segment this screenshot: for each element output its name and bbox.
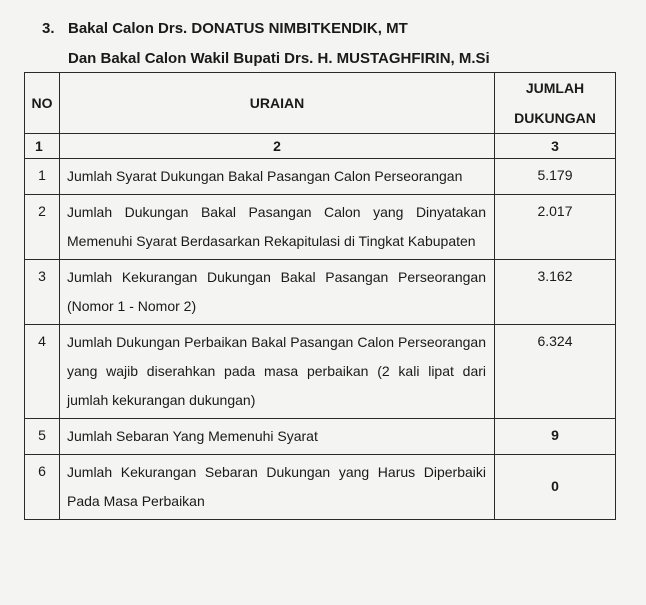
table-row	[25, 195, 616, 260]
support-table	[24, 72, 616, 520]
row-description: Jumlah Kekurangan Sebaran Dukungan yang Harus Diperbaiki Pada Masa Perbaikan	[60, 455, 495, 520]
table-row	[25, 260, 616, 325]
table-row	[25, 455, 616, 520]
row-value: 6.324	[495, 325, 616, 419]
row-number: 2	[25, 195, 60, 260]
heading-line-2: Dan Bakal Calon Wakil Bupati Drs. H. MUSTAGHFIRIN, M.Si	[68, 50, 490, 67]
row-number: 4	[25, 325, 60, 419]
row-value: 3.162	[495, 260, 616, 325]
row-number: 6	[25, 455, 60, 520]
index-cell: 2	[60, 134, 495, 159]
row-number: 1	[25, 159, 60, 195]
header-jumlah-line2: DUKUNGAN	[514, 110, 596, 126]
row-value: 5.179	[495, 159, 616, 195]
row-description: Jumlah Syarat Dukungan Bakal Pasangan Calon Perseorangan	[60, 159, 495, 195]
row-value: 0	[495, 455, 616, 520]
row-value: 9	[495, 419, 616, 455]
column-index-row	[25, 134, 616, 159]
row-number: 3	[25, 260, 60, 325]
heading-line-1	[42, 14, 490, 44]
table-row	[25, 419, 616, 455]
section-heading	[42, 14, 490, 74]
row-number: 5	[25, 419, 60, 455]
row-description: Jumlah Dukungan Bakal Pasangan Calon yang Dinyatakan Memenuhi Syarat Berdasarkan Rekapitulasi di Tingkat Kabupaten	[60, 195, 495, 260]
table-row	[25, 325, 616, 419]
section-number: 3.	[42, 20, 55, 37]
header-row	[25, 73, 616, 134]
header-no: NO	[25, 73, 60, 134]
header-jumlah	[495, 73, 616, 134]
row-description: Jumlah Dukungan Perbaikan Bakal Pasangan Calon Perseorangan yang wajib diserahkan pada masa perbaikan (2 kali lipat dari jumlah kekurangan dukungan)	[60, 325, 495, 419]
row-description: Jumlah Kekurangan Dukungan Bakal Pasangan Perseorangan (Nomor 1 - Nomor 2)	[60, 260, 495, 325]
index-cell: 1	[25, 134, 60, 159]
index-cell: 3	[495, 134, 616, 159]
header-uraian: URAIAN	[60, 73, 495, 134]
row-value: 2.017	[495, 195, 616, 260]
table-row	[25, 159, 616, 195]
header-jumlah-line1: JUMLAH	[525, 80, 585, 96]
candidate-title: Bakal Calon Drs. DONATUS NIMBITKENDIK, MT	[68, 20, 408, 37]
row-description: Jumlah Sebaran Yang Memenuhi Syarat	[60, 419, 495, 455]
